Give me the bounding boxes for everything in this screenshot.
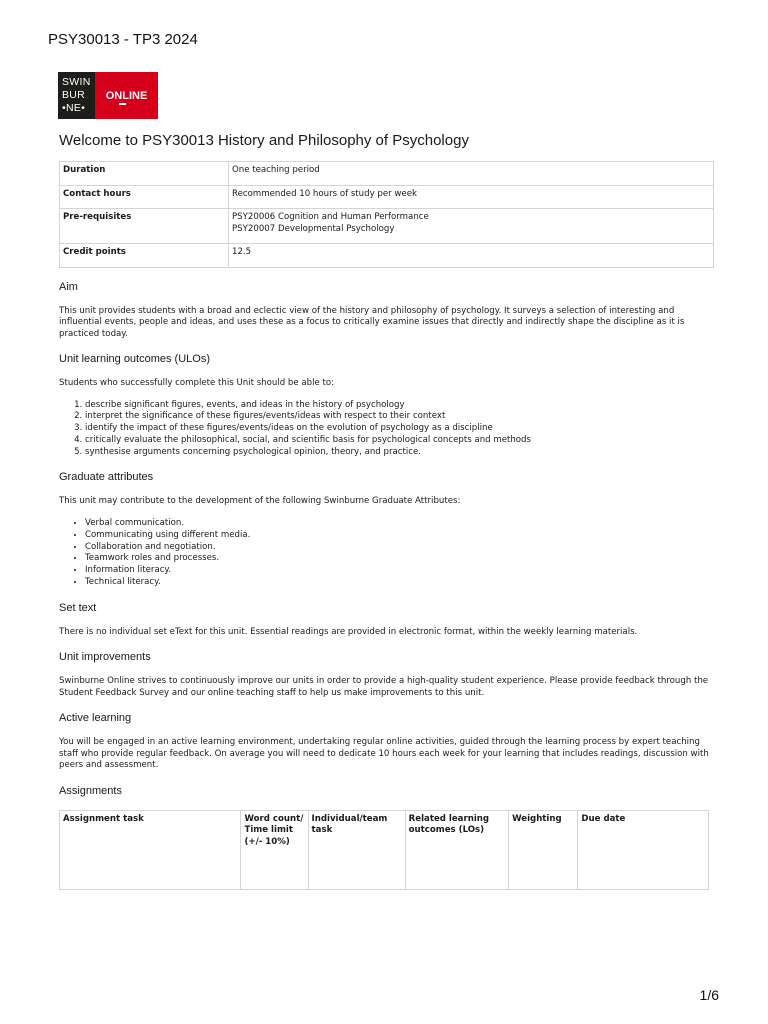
info-row	[60, 162, 714, 186]
graduate-attributes-list	[59, 518, 715, 589]
page-number: 1/6	[699, 987, 719, 1003]
info-row	[60, 209, 714, 244]
graduate-attributes-intro: This unit may contribute to the development of the following Swinburne Graduate Attributes:	[59, 496, 461, 507]
unit-improvements-text: Swinburne Online strives to continuously improve our units in order to provide a high-quality student experience. Please provide feedback through the Student Feedback Survey and our online teaching staff to help us make improvements to this unit.	[59, 676, 709, 698]
info-value-line: One teaching period	[232, 165, 320, 175]
info-value-line: PSY20006 Cognition and Human Performance	[232, 212, 429, 222]
graduate-attribute-item: • Collaboration and negotiation.	[85, 542, 715, 554]
info-value-line: 12.5	[232, 247, 252, 257]
logo-online-block	[95, 72, 158, 119]
logo-line-1: SWIN	[62, 76, 91, 88]
ulo-item: 2. interpret the significance of these figures/events/ideas with respect to their context	[85, 411, 715, 423]
info-key: Credit points	[60, 244, 229, 268]
ulo-item: 4. critically evaluate the philosophical, social, and scientific basis for psychological concepts and methods	[85, 435, 715, 447]
graduate-attribute-item: • Verbal communication.	[85, 518, 715, 530]
ulos-intro: Students who successfully complete this Unit should be able to:	[59, 378, 335, 388]
logo-line-2: BUR	[62, 89, 86, 101]
ulo-item: 1. describe significant figures, events, and ideas in the history of psychology	[85, 400, 715, 412]
info-key: Contact hours	[60, 185, 229, 209]
graduate-attribute-item: • Information literacy.	[85, 565, 715, 577]
aim-heading: Aim	[59, 280, 78, 293]
logo-wordmark	[58, 72, 95, 119]
info-key: Pre-requisites	[60, 209, 229, 244]
logo-online-text: ONLINE	[105, 89, 148, 102]
graduate-attributes-heading: Graduate attributes	[59, 471, 154, 484]
assignments-column-header: Related learning outcomes (LOs)	[405, 810, 508, 889]
assignments-column-header: Assignment task	[60, 810, 241, 889]
swinburne-online-logo	[58, 72, 158, 119]
assignments-column-header: Weighting	[509, 810, 578, 889]
info-key: Duration	[60, 162, 229, 186]
set-text-heading: Set text	[59, 601, 97, 614]
ulo-item: 3. identify the impact of these figures/events/ideas on the evolution of psychology as a discipline	[85, 423, 715, 435]
graduate-attribute-item: • Communicating using different media.	[85, 530, 715, 542]
active-learning-text: You will be engaged in an active learning environment, undertaking regular online activities, guided through the learning process by expert teaching staff who provide regular feedback. On average you will need to dedicate 10 hours each week for your learning that includes readings, discussion with peers and assessment.	[59, 737, 709, 771]
ulo-item: 5. synthesise arguments concerning psychological opinion, theory, and practice.	[85, 447, 715, 459]
info-value-line: PSY20007 Developmental Psychology	[232, 223, 395, 234]
ulos-heading: Unit learning outcomes (ULOs)	[59, 353, 211, 365]
aim-text: This unit provides students with a broad and eclectic view of the history and philosophy of psychology. It surveys a selection of interesting and influential events, people and ideas, and uses these as a focus to critically examine issues that directly and indirectly shape the discipline as it is practiced today.	[59, 305, 685, 339]
unit-improvements-heading: Unit improvements	[59, 651, 151, 664]
info-row	[60, 244, 714, 268]
assignments-column-header: Individual/team task	[308, 810, 405, 889]
graduate-attribute-item: • Teamwork roles and processes.	[85, 553, 715, 565]
unit-info-table	[59, 161, 714, 268]
logo-line-3: •NE•	[62, 102, 86, 114]
info-value	[229, 162, 714, 186]
assignments-column-header: Due date	[578, 810, 709, 889]
set-text-text: There is no individual set eText for this unit. Essential readings are provided in electronic format, within the weekly learning materials.	[59, 626, 638, 637]
info-value	[229, 209, 714, 244]
assignments-table	[59, 810, 709, 890]
info-value	[229, 244, 714, 268]
document-body	[59, 132, 715, 890]
info-value-line: Recommended 10 hours of study per week	[232, 188, 417, 199]
graduate-attribute-item: • Technical literacy.	[85, 577, 715, 589]
print-header: PSY30013 - TP3 2024	[48, 31, 198, 48]
page-title: Welcome to PSY30013 History and Philosophy of Psychology	[59, 132, 469, 149]
assignments-heading: Assignments	[59, 784, 122, 797]
info-row	[60, 185, 714, 209]
ulo-list	[59, 400, 715, 459]
assignments-column-header: Word count/ Time limit (+/- 10%)	[241, 810, 308, 889]
active-learning-heading: Active learning	[59, 712, 132, 725]
info-value	[229, 185, 714, 209]
